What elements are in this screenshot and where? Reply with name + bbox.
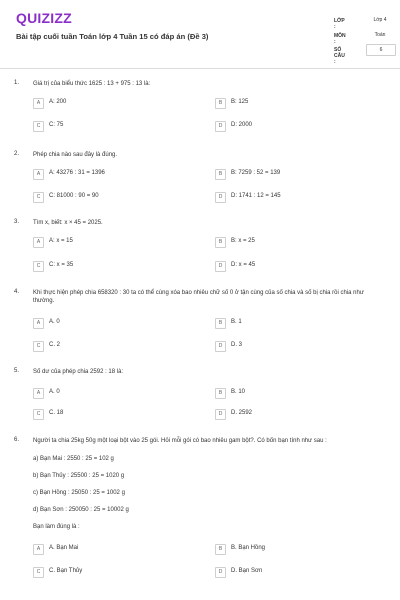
option-text: D: 2000: [231, 122, 253, 128]
option-text: A: 43276 : 31 = 1396: [49, 170, 105, 176]
option-text: A. 0: [49, 319, 60, 325]
sub-line: Bạn làm đúng là :: [33, 524, 80, 530]
option-text: C. 18: [49, 410, 64, 416]
option-letter-box: B: [215, 169, 226, 180]
option-text: C: x = 35: [49, 262, 74, 268]
option-letter-box: C: [33, 409, 44, 420]
option-letter-box: B: [215, 544, 226, 555]
worksheet-header: [0, 0, 400, 69]
option-letter-box: B: [215, 98, 226, 109]
option-letter-box: D: [215, 121, 226, 132]
meta-lop-label: LỚP :: [334, 18, 345, 30]
option-text: B. Bạn Hồng: [231, 545, 266, 551]
question-text: Giá trị của biểu thức 1625 : 13 + 975 : 13 là:: [33, 81, 151, 87]
meta-socau-label: SỐ CÂU :: [334, 47, 345, 65]
option-letter-box: B: [215, 318, 226, 329]
option-letter-box: C: [33, 567, 44, 578]
option-text: A. Bạn Mai: [49, 545, 79, 551]
question-number: 1.: [14, 80, 20, 86]
option-text: A: x = 15: [49, 238, 73, 244]
question-number: 4.: [14, 289, 20, 295]
option-text: A. 0: [49, 389, 60, 395]
sub-line: c) Bạn Hồng : 25050 : 25 = 1002 g: [33, 490, 125, 496]
option-letter-box: A: [33, 318, 44, 329]
option-letter-box: D: [215, 261, 226, 272]
sub-line: b) Bạn Thủy : 25500 : 25 = 1020 g: [33, 473, 125, 479]
question-text: Tìm x, biết: x × 45 = 2025.: [33, 220, 103, 226]
option-text: B: x = 25: [231, 238, 255, 244]
option-text: C: 81000 : 90 = 90: [49, 193, 99, 199]
option-letter-box: C: [33, 192, 44, 203]
question-number: 2.: [14, 151, 20, 157]
worksheet-title: Bài tập cuối tuần Toán lớp 4 Tuần 15 có đáp án (Đề 3): [16, 32, 209, 41]
option-letter-box: C: [33, 121, 44, 132]
question-text: Khi thực hiện phép chia 658320 : 30 ta có thể cùng xóa bao nhiêu chữ số 0 ở tận cùng của số chia và số bị chia rồi chia như thường.: [33, 290, 364, 304]
option-text: B. 10: [231, 389, 246, 395]
option-text: D. Bạn Sơn: [231, 568, 263, 574]
question-number: 3.: [14, 219, 20, 225]
question-number: 6.: [14, 437, 20, 443]
question-text: Số dư của phép chia 2592 : 18 là:: [33, 369, 124, 375]
option-letter-box: B: [215, 388, 226, 399]
option-text: B: 125: [231, 99, 249, 105]
option-letter-box: A: [33, 388, 44, 399]
option-text: B. 1: [231, 319, 242, 325]
question-number: 5.: [14, 368, 20, 374]
option-text: D: 1741 : 12 = 145: [231, 193, 281, 199]
option-letter-box: C: [33, 341, 44, 352]
option-text: D. 2592: [231, 410, 253, 416]
option-letter-box: B: [215, 237, 226, 248]
question-text: Người ta chia 25kg 50g một loại bột vào 25 gói. Hỏi mỗi gói có bao nhiêu gam bột?. Có bốn bạn tính như sau :: [33, 438, 327, 444]
option-letter-box: A: [33, 169, 44, 180]
meta-mon-label: MÔN :: [334, 33, 346, 45]
option-text: D. 3: [231, 342, 243, 348]
option-text: A: 200: [49, 99, 67, 105]
option-text: C: 75: [49, 122, 64, 128]
quizizz-logo: QUIZIZZ: [16, 10, 72, 26]
option-letter-box: D: [215, 192, 226, 203]
option-letter-box: D: [215, 409, 226, 420]
option-text: D: x = 45: [231, 262, 256, 268]
meta-socau-value: 6: [366, 44, 396, 56]
option-letter-box: A: [33, 237, 44, 248]
option-letter-box: A: [33, 98, 44, 109]
option-letter-box: A: [33, 544, 44, 555]
option-text: C. 2: [49, 342, 61, 348]
question-text: Phép chia nào sau đây là đúng.: [33, 152, 118, 158]
sub-line: d) Bạn Sơn : 250050 : 25 = 10002 g: [33, 507, 129, 513]
option-letter-box: D: [215, 341, 226, 352]
option-letter-box: C: [33, 261, 44, 272]
meta-mon-value: Toán: [374, 32, 386, 38]
option-text: C. Bạn Thủy: [49, 568, 83, 574]
option-letter-box: D: [215, 567, 226, 578]
sub-line: a) Bạn Mai : 2550 : 25 = 102 g: [33, 456, 114, 462]
option-text: B: 7259 : 52 = 139: [231, 170, 281, 176]
meta-lop-value: Lớp 4: [373, 17, 387, 23]
